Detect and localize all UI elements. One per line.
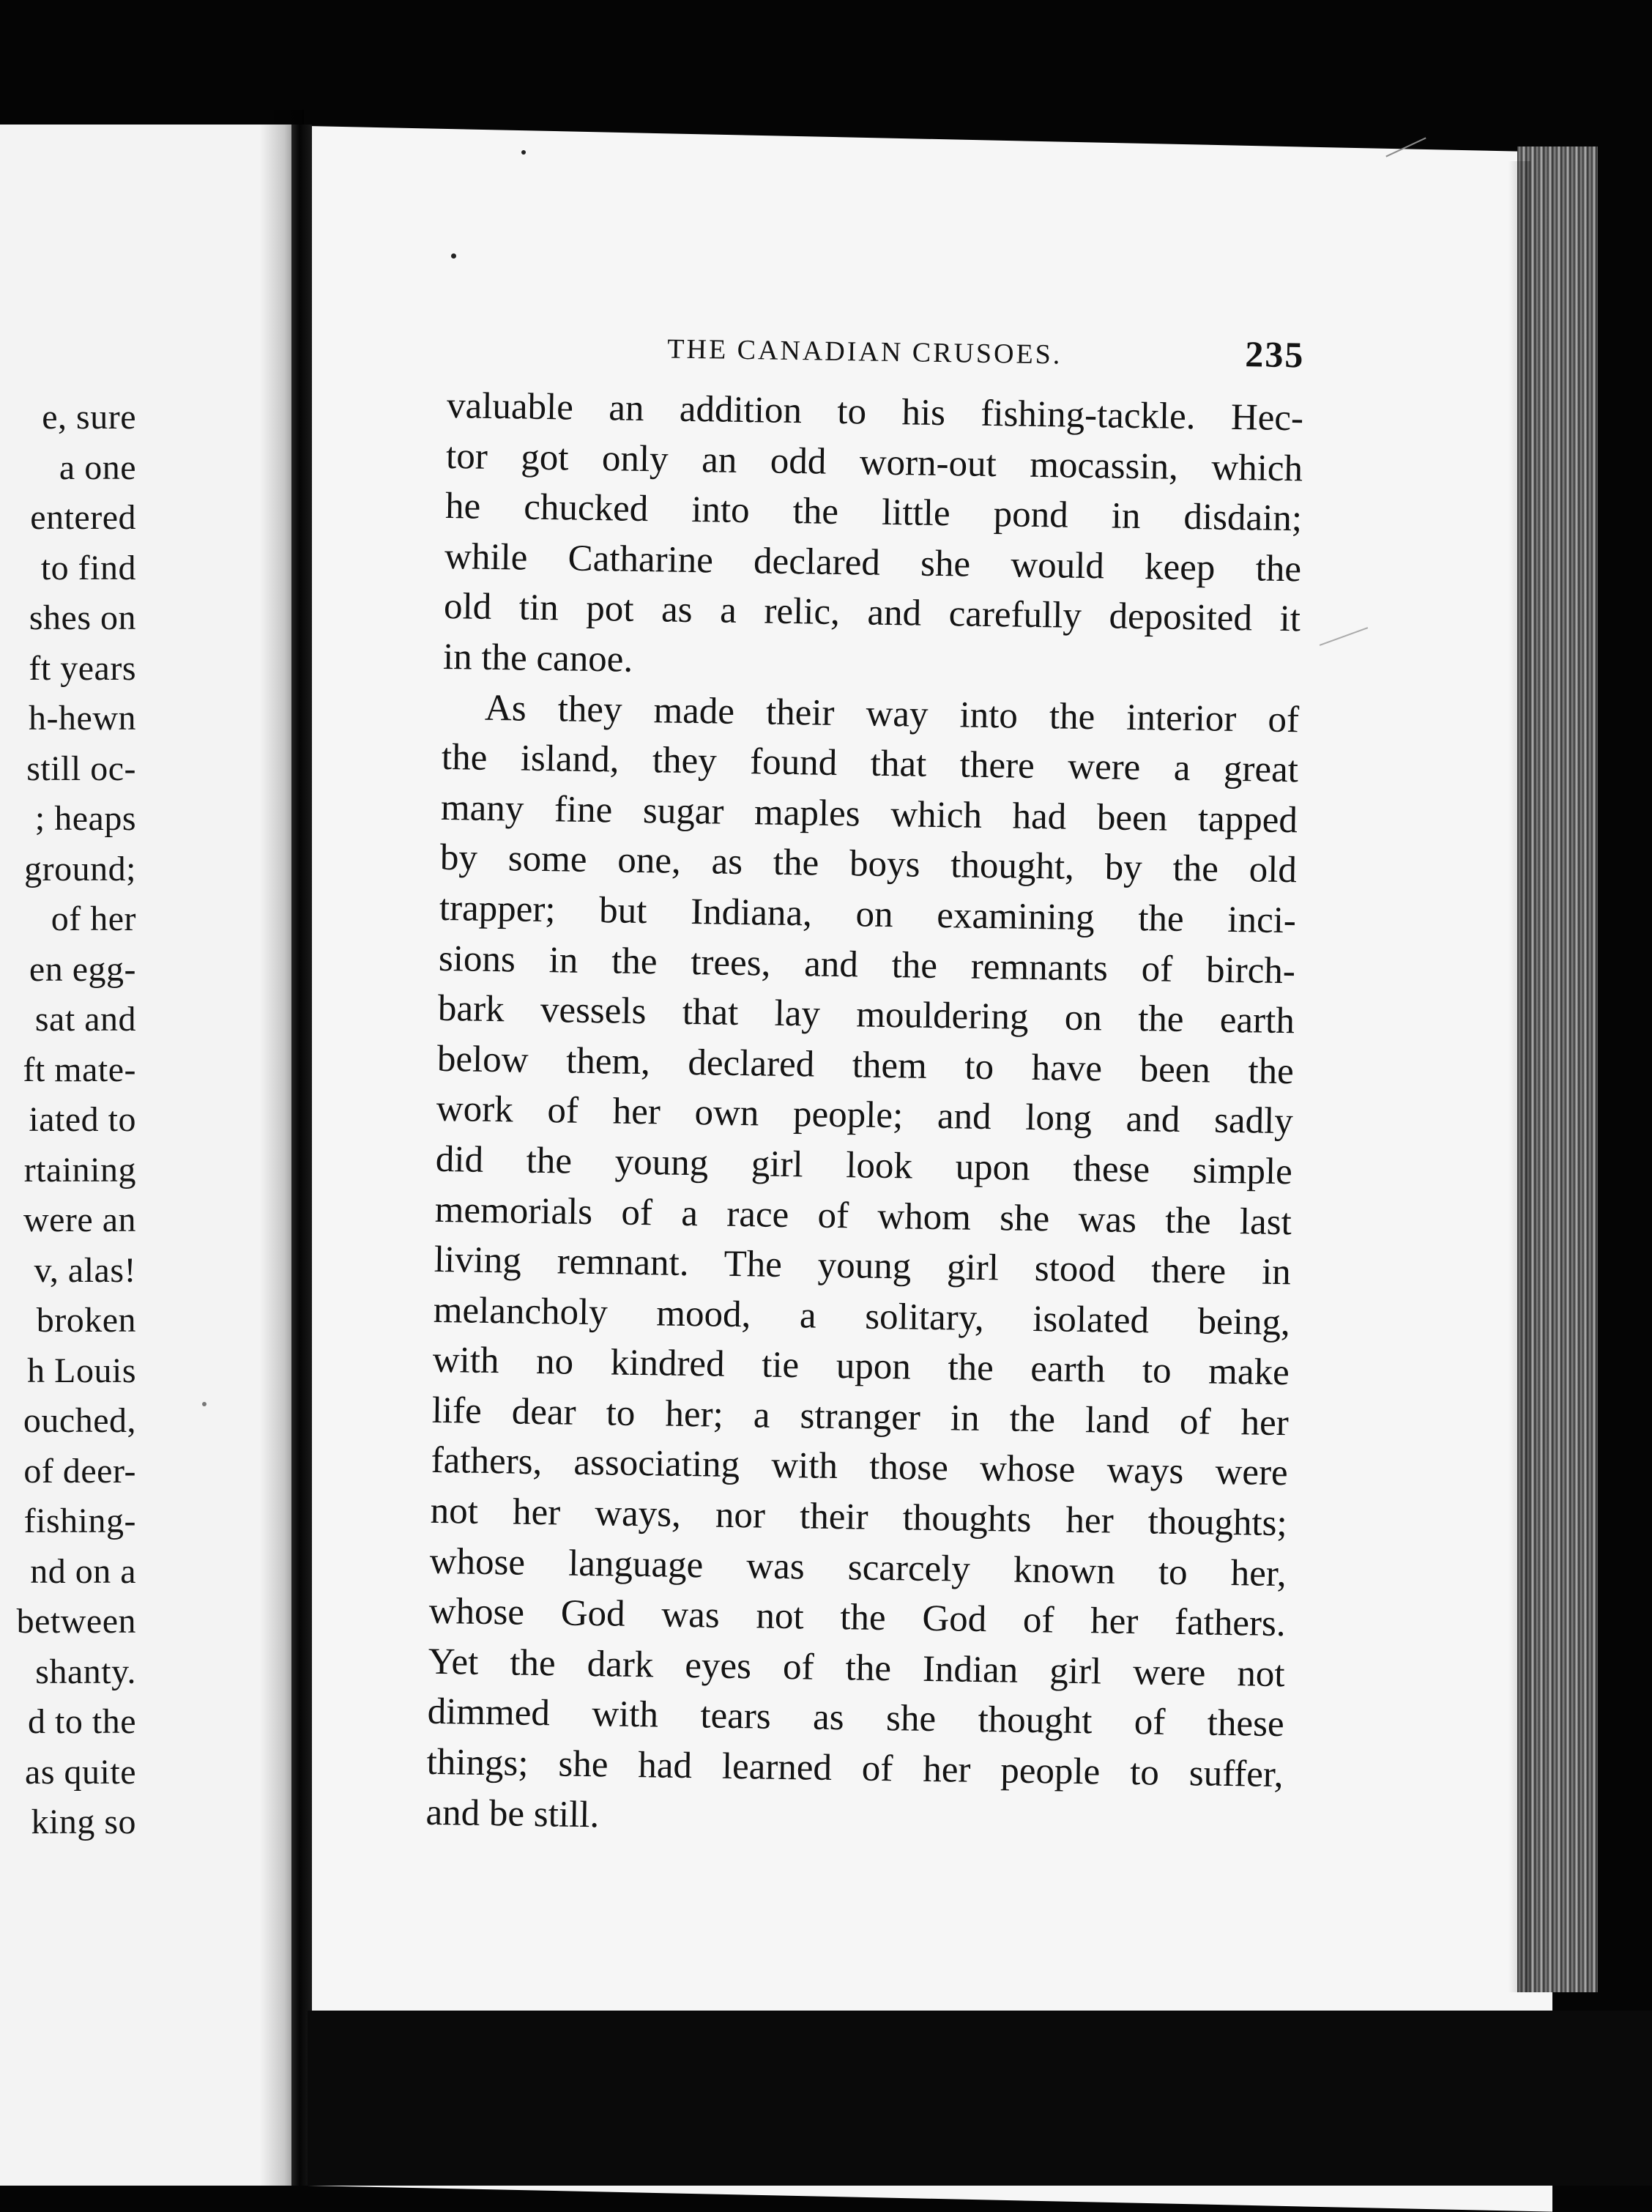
text-line: by some one, as the boys thought, by the old	[439, 837, 1298, 891]
text-line: fathers, associating with those whose ways were	[431, 1440, 1289, 1494]
running-title: THE CANADIAN CRUSOES.	[667, 333, 1063, 371]
text-line: the island, they found that there were a great	[441, 737, 1299, 791]
left-page-line: nd on a	[30, 1551, 136, 1591]
text-line: many fine sugar maples which had been tapped	[440, 787, 1298, 842]
left-page-line: fishing-	[23, 1502, 136, 1540]
scan-speck	[202, 1402, 206, 1406]
text-line: valuable an addition to his fishing-tackle. Hec-	[446, 385, 1304, 439]
text-line: tor got only an odd worn-out mocassin, which	[445, 435, 1303, 489]
left-page-line: a one	[59, 448, 136, 487]
left-page-line: ft mate-	[23, 1050, 136, 1089]
left-page-text	[17, 393, 136, 1848]
text-line: in the canoe.	[442, 636, 633, 680]
left-page-line: d to the	[28, 1702, 136, 1741]
left-page-line: en egg-	[29, 949, 136, 989]
page-number: 235	[1244, 333, 1305, 376]
left-page-line: ft years	[29, 648, 136, 688]
text-line: work of her own people; and long and sadly	[436, 1088, 1294, 1143]
body-text	[425, 381, 1303, 1850]
text-line: and be still.	[425, 1792, 600, 1836]
scan-bottom-border	[308, 2011, 1652, 2186]
left-page-line: were an	[23, 1200, 136, 1239]
left-page-line: h-hewn	[29, 699, 136, 738]
scan-speck	[451, 253, 456, 259]
text-line: memorials of a race of whom she was the last	[434, 1189, 1292, 1243]
left-page-line: shes on	[29, 598, 136, 637]
text-line: sions in the trees, and the remnants of birch-	[438, 938, 1296, 992]
left-page-line: still oc-	[26, 749, 136, 788]
text-line: not her ways, nor their thoughts her thoughts;	[430, 1490, 1288, 1545]
left-page-line: entered	[30, 498, 136, 537]
left-page-line: sat and	[34, 1000, 136, 1039]
text-line: life dear to her; a stranger in the land of her	[431, 1389, 1290, 1444]
text-line: As they made their way into the interior of	[484, 687, 1300, 741]
left-page-line: rtaining	[23, 1150, 136, 1189]
left-page-line: v, alas!	[34, 1250, 136, 1290]
text-line: whose language was scarcely known to her,	[429, 1540, 1287, 1595]
text-line: whose God was not the God of her fathers.	[428, 1591, 1287, 1645]
left-page-line: shanty.	[35, 1652, 136, 1691]
left-page-line: ground;	[24, 849, 136, 888]
text-line: he chucked into the little pond in disdain;	[444, 486, 1303, 540]
text-line: did the young girl look upon these simple	[435, 1138, 1293, 1193]
text-line: below them, declared them to have been the	[436, 1038, 1295, 1092]
text-line: bark vessels that lay mouldering on the earth	[437, 988, 1295, 1042]
left-page-line: between	[16, 1602, 136, 1641]
text-line: melancholy mood, a solitary, isolated being,	[433, 1289, 1291, 1343]
text-line: living remnant. The young girl stood there in	[434, 1239, 1292, 1294]
left-page-line: ouched,	[23, 1401, 136, 1440]
page-edges-shade	[1508, 161, 1530, 1992]
running-head	[447, 315, 1305, 393]
left-page-line: as quite	[25, 1752, 136, 1792]
text-line: dimmed with tears as she thought of these	[427, 1691, 1284, 1745]
left-page-line: of deer-	[23, 1451, 136, 1491]
text-line: Yet the dark eyes of the Indian girl were not	[428, 1641, 1286, 1695]
text-line: things; she had learned of her people to suffer,	[426, 1741, 1284, 1796]
scan-speck	[521, 150, 526, 155]
text-line: old tin pot as a relic, and carefully deposited it	[443, 586, 1301, 640]
left-page-line: king so	[31, 1803, 136, 1841]
text-line: while Catharine declared she would keep the	[444, 535, 1302, 590]
left-page-line: to find	[40, 548, 136, 587]
text-line: with no kindred tie upon the earth to make	[432, 1340, 1290, 1394]
left-page-line: ; heaps	[34, 799, 136, 838]
left-page-line: h Louis	[27, 1351, 136, 1390]
left-page-line: broken	[36, 1301, 136, 1340]
right-page-text	[425, 315, 1305, 1850]
left-page-line: e, sure	[42, 398, 136, 437]
left-page-line: iated to	[29, 1100, 136, 1139]
text-line: trapper; but Indiana, on examining the inci-	[439, 887, 1297, 942]
left-page-line: of her	[51, 899, 136, 938]
book-gutter	[291, 125, 312, 2186]
